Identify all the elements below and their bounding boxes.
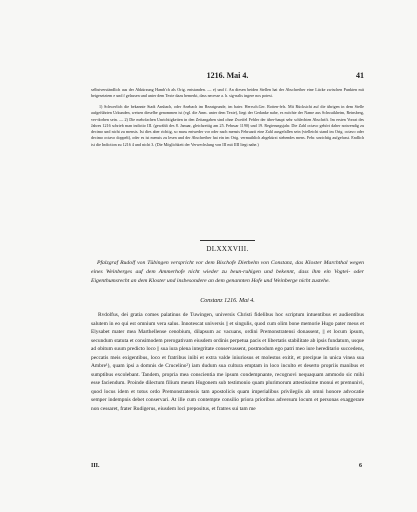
header-date: 1216. Mai 4. <box>206 71 249 80</box>
footnote-continuation <box>91 87 364 100</box>
document-regest <box>91 259 364 286</box>
document-text <box>91 311 364 414</box>
place-date-line: Constanz 1216. Mai 4. <box>200 298 255 304</box>
signature-mark: 6 <box>359 463 362 469</box>
running-header <box>91 71 364 81</box>
page-footer <box>91 462 364 470</box>
volume-number: III. <box>91 463 100 469</box>
footnote-text: selbstverständlich aus der Abkürzung Hamb'ch als Orig. entstanden. — e) und f. An diesen beiden Stellen hat der Abschreiber eine Lücke zwischen Punkten mit beigesetztem e und f gelassen und unter dem Texte dazu bemerkt, dass necesse a. h. sig-nalis ingere nos potest. <box>91 87 364 99</box>
section-divider <box>200 240 255 241</box>
footnote-section <box>91 104 364 148</box>
regest-text: Pfalzgraf Rudolf von Tübingen verspricht vor dem Bischofe Diethelm von Constanz, das Kloster Marchthal wegen eines Weinberges auf dem Ammerhofe nicht wieder zu beun-ruhigen und bekennt, dass ihm ein Vogtei- oder Eigenthumsrecht an dem Kloster und insbesondere an dem genannten Hofe und Weinberge nicht zustehe. <box>91 260 364 284</box>
document-number: DLXXXVIII. <box>206 245 249 253</box>
page-number: 41 <box>356 71 364 80</box>
footnote-text: 1) Schwerlich die bekannte Stadt Ansbach, oder Anebach im Rezatgrunde, im baier. Herrsch.Ger. Rotten-fels. Mit Rücksicht auf die übrigen in dem Stelle aufgeführten Urkunden, weisen dieselbe genommen ist (vgl. die Anm. unter dem Texte), liegt der Gedanke nahe, es möchte der Name aus Schwaikheim, Reinsberg, ver-dorben sein. — 2) Die mehrfachen Unrichtigkeiten in den Zeitangaben sind ohne Zweifel Fehler der über-haupt sehr schlechten Abschrift. Im ersten Vorrat des Jahres 1216 schrieb man indictio III. (gewählt des 8. Januar, gleichzeitig am 25. Februar 1190) und 19. Regierungsjahr. Die Zahl octavo gehört daher notwendig zu decimo und nicht zu mensis. Ist dies aber richtig, so muss entweder vor oder nach mensis Februarii eine Zahl ausgefallen sein (vielleicht stand im Orig. octavo oder decimo octavo doppelt), oder es ist mensis zu lesen und der Abschreiber hat ein im Orig. vermuthlich abgekürzt stehendes mens. Febr. unrichtig aufgefasst. Endlich ist die Indiction zu 1216 4 und nicht 3. (Die Möglichkeit der Verwechslung von III mit IIII liegt nahe.) <box>91 104 364 147</box>
charter-text: Rvdolfus, dei gratia comes palatinus de Tuwingen, universis Christi fidelibus hoc scriptum intuentibus et audientibus salutem in eo qui est omnium vera salus. Innotescat universis || et singulis, quod cum olim bone memorie Hugo pater meus et Elysabet mater mea Marthellense cenobium, dilapsum ac vacuans, ordini Premonstratensi donassent, || et locum ipsum, secundum statuta et consimodem prerogativam eiusdem ordinis perpetua pacis et libertatis stabilitate ab ipsis fundatum, usque ad obitum suum predicto loco || sua iura plena integritate conservassent, postmodum ego patri meo iure hereditario succedens, peccatis meis exigentibus, loco et fratribus inibi et extra valde iniuriosus et molestus exitit, et precipue in unica vinea sua Ambre¹), quam ipsi a domnis de Crucelino²) iam dudum sua cultura emptam in loco inculto et deserto propriis manibus et sumptibus excolebant. Tandem, propria mea conscientia me ipsum condempnante, recognovi nequaquam ammodo sic mihi esse faciendum. Proinde dilectum filium meum Hugonem sub testimonio quam plurimorum attestissime monui et premunivi, quod locus idem et totus ordo Premonstratensis tam apostolicis quam imperialibus privilegiis ab omni honore advocatie semper indempnis debet conservari. At ille cum contempte consilio priora prioribus adversum locum et personas exaggerare non cessaret, frater Rudigerus, eiusdem loci prepositus, et fratres sui tam me <box>91 312 364 413</box>
